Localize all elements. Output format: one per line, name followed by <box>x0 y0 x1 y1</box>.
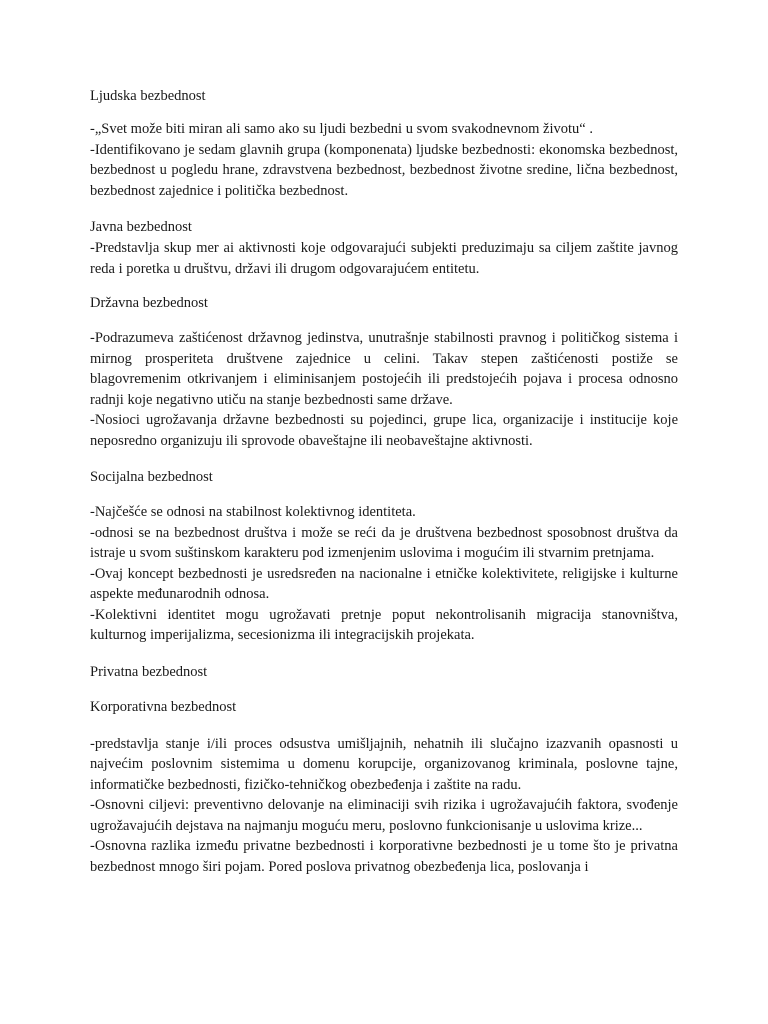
paragraph: -Osnovni ciljevi: preventivno delovanje na eliminaciji svih rizika i ugrožavajućih faktora, svođenje ugrožavajućih dejstava na najmanju moguću meru, poslovno funkcionisanje u uslovima krize... <box>90 797 678 834</box>
paragraph: -„Svet može biti miran ali samo ako su ljudi bezbedni u svom svakodnevnom životu“ . <box>90 121 593 137</box>
heading-korporativna-bezbednost: Korporativna bezbednost <box>90 698 237 715</box>
heading-privatna-bezbednost: Privatna bezbednost <box>90 663 208 680</box>
section-javna-bezbednost <box>90 238 678 279</box>
paragraph: -Osnovna razlika između privatne bezbednosti i korporativne bezbednosti je u tome što je privatna bezbednost mnogo širi pojam. Pored poslova privatnog obezbeđenja lica, poslovanja i <box>90 838 678 875</box>
section-drzavna-bezbednost <box>90 328 678 451</box>
section-socijalna-bezbednost <box>90 502 678 646</box>
heading-drzavna-bezbednost: Državna bezbednost <box>90 295 208 311</box>
paragraph: -Identifikovano je sedam glavnih grupa (komponenata) ljudske bezbednosti: ekonomska bezbednost, bezbednost u pogledu hrane, zdravstvena bezbednost, bezbednost životne sredine, lična bezbednost, bezbednost zajednice i politička bezbednost. <box>90 141 678 199</box>
heading-socijalna-bezbednost: Socijalna bezbednost <box>90 469 213 485</box>
heading-javna-bezbednost: Javna bezbednost <box>90 219 192 235</box>
paragraph: -Podrazumeva zaštićenost državnog jedinstva, unutrašnje stabilnosti pravnog i političkog sistema i mirnog prosperiteta društvene zajednice u celini. Takav stepen zaštićenosti postiže se blagovremenim otkrivanjem i eliminisanjem postojećih ili predstojećih pojava i procesa odnosno radnji koje negativno utiču na stanje bezbednosti same države. <box>90 330 678 408</box>
paragraph: -predstavlja stanje i/ili proces odsustva umišljajnih, nehatnih ili slučajno izazvanih opasnosti u najvećim poslovnim sistemima u domenu korupcije, organizovanog kriminala, poslovne tajne, informatičke bezbednosti, fizičko-tehničkog obezbeđenja i zaštite na radu. <box>90 735 678 793</box>
document-page <box>90 86 678 877</box>
paragraph: -Najčešće se odnosi na stabilnost kolektivnog identiteta. <box>90 504 416 520</box>
section-korporativna-bezbednost <box>90 734 678 878</box>
paragraph: -Nosioci ugrožavanja državne bezbednosti su pojedinci, grupe lica, organizacije i institucije koje neposredno organizuju ili sprovode obaveštajne ili neobaveštajne aktivnosti. <box>90 412 678 449</box>
paragraph: -odnosi se na bezbednost društva i može se reći da je društvena bezbednost sposobnost društva da istraje u svom suštinskom karakteru pod izmenjenim uslovima i mogućim ili stvarnim pretnjama. <box>90 524 678 561</box>
paragraph: -Kolektivni identitet mogu ugrožavati pretnje poput nekontrolisanih migracija stanovništva, kulturnog imperijalizma, secesionizma ili integracijskih projekata. <box>90 606 678 643</box>
paragraph: -Ovaj koncept bezbednosti je usredsređen na nacionalne i etničke kolektivitete, religijske i kulturne aspekte međunarodnih odnosa. <box>90 565 678 602</box>
section-ljudska-bezbednost <box>90 119 678 201</box>
paragraph: -Predstavlja skup mer ai aktivnosti koje odgovarajući subjekti preduzimaju sa ciljem zaštite javnog reda i poretka u društvu, državi ili drugom odgovarajućem entitetu. <box>90 240 678 277</box>
heading-ljudska-bezbednost: Ljudska bezbednost <box>90 88 206 104</box>
